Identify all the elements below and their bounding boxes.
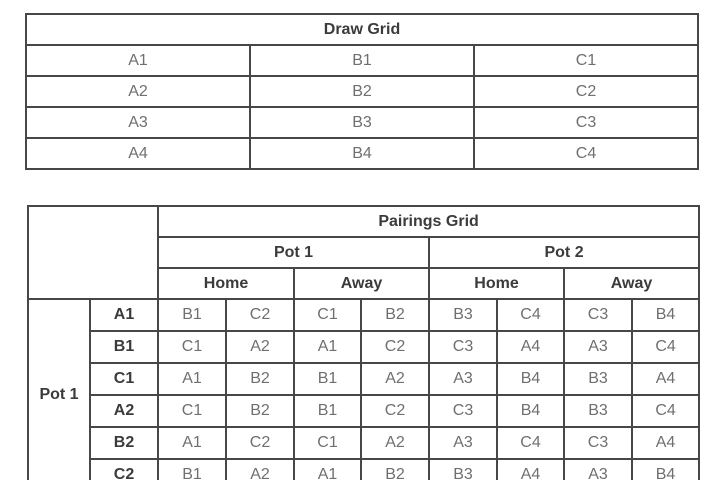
pairings-row-a1 [28, 299, 699, 331]
pairings-row-a2 [28, 395, 699, 427]
pairings-row-c1 [28, 363, 699, 395]
pairings-title-row [28, 206, 699, 237]
pot1-row-group-label: Pot 1 [28, 299, 90, 480]
draw-grid-cell-b2: B2 [250, 76, 474, 107]
pairings-cell: B4 [632, 459, 699, 480]
pot1-home-header: Home [158, 268, 294, 299]
pairings-grid-table [27, 205, 700, 480]
table-row [26, 107, 698, 138]
draw-grid-cell-b3: B3 [250, 107, 474, 138]
pairings-cell: C4 [632, 331, 699, 363]
pairings-cell: B1 [158, 299, 226, 331]
row-header-b2: B2 [90, 427, 158, 459]
pairings-cell: B3 [564, 395, 632, 427]
pairings-cell: A1 [158, 363, 226, 395]
pairings-cell: B3 [564, 363, 632, 395]
table-row [26, 45, 698, 76]
draw-grid-title-row [26, 14, 698, 45]
pairings-row-b1 [28, 331, 699, 363]
pairings-cell: C3 [564, 299, 632, 331]
pairings-grid-title: Pairings Grid [158, 206, 699, 237]
draw-grid-cell-c1: C1 [474, 45, 698, 76]
pot2-column-header: Pot 2 [429, 237, 699, 268]
pairings-row-c2 [28, 459, 699, 480]
draw-grid-cell-a2: A2 [26, 76, 250, 107]
pairings-cell: C1 [294, 427, 361, 459]
pairings-cell: A3 [564, 331, 632, 363]
table-row [26, 76, 698, 107]
draw-grid-cell-b4: B4 [250, 138, 474, 169]
pairings-cell: C2 [226, 299, 294, 331]
pairings-cell: A3 [429, 363, 497, 395]
pairings-cell: A1 [158, 427, 226, 459]
draw-grid-cell-a1: A1 [26, 45, 250, 76]
page [0, 13, 720, 480]
draw-grid-cell-c3: C3 [474, 107, 698, 138]
pairings-cell: C3 [429, 331, 497, 363]
pairings-cell: A2 [361, 427, 429, 459]
draw-grid-cell-c2: C2 [474, 76, 698, 107]
pairings-cell: B2 [361, 459, 429, 480]
pairings-cell: A3 [429, 427, 497, 459]
pairings-cell: A1 [294, 331, 361, 363]
row-header-a1: A1 [90, 299, 158, 331]
pairings-cell: C2 [361, 395, 429, 427]
pairings-cell: B1 [294, 363, 361, 395]
pairings-cell: C2 [361, 331, 429, 363]
pairings-cell: B3 [429, 299, 497, 331]
pairings-cell: C1 [294, 299, 361, 331]
pairings-cell: C4 [497, 427, 564, 459]
draw-grid-cell-a3: A3 [26, 107, 250, 138]
pairings-cell: A4 [632, 427, 699, 459]
pairings-cell: B4 [632, 299, 699, 331]
pot2-away-header: Away [564, 268, 699, 299]
pairings-cell: A4 [632, 363, 699, 395]
row-header-c1: C1 [90, 363, 158, 395]
pairings-cell: B4 [497, 395, 564, 427]
pairings-cell: A1 [294, 459, 361, 480]
draw-grid-cell-a4: A4 [26, 138, 250, 169]
pairings-cell: A2 [361, 363, 429, 395]
pot2-home-header: Home [429, 268, 564, 299]
pairings-cell: A2 [226, 459, 294, 480]
draw-grid-table [25, 13, 699, 170]
pairings-cell: B3 [429, 459, 497, 480]
draw-grid-title: Draw Grid [26, 14, 698, 45]
pairings-cell: A3 [564, 459, 632, 480]
pairings-cell: B2 [226, 395, 294, 427]
pot1-away-header: Away [294, 268, 429, 299]
pairings-cell: A2 [226, 331, 294, 363]
pairings-cell: B2 [361, 299, 429, 331]
draw-grid-cell-c4: C4 [474, 138, 698, 169]
pairings-cell: C3 [429, 395, 497, 427]
pairings-cell: C1 [158, 395, 226, 427]
draw-grid-cell-b1: B1 [250, 45, 474, 76]
pairings-cell: C4 [632, 395, 699, 427]
pairings-cell: C4 [497, 299, 564, 331]
pairings-row-b2 [28, 427, 699, 459]
pairings-cell: B4 [497, 363, 564, 395]
pot1-column-header: Pot 1 [158, 237, 429, 268]
pairings-cell: A4 [497, 459, 564, 480]
table-row [26, 138, 698, 169]
pairings-cell: B1 [158, 459, 226, 480]
row-header-b1: B1 [90, 331, 158, 363]
pairings-cell: C3 [564, 427, 632, 459]
pairings-cell: C2 [226, 427, 294, 459]
row-header-c2: C2 [90, 459, 158, 480]
pairings-cell: B2 [226, 363, 294, 395]
pairings-cell: C1 [158, 331, 226, 363]
pairings-corner-empty-cell [28, 206, 158, 299]
pairings-cell: B1 [294, 395, 361, 427]
row-header-a2: A2 [90, 395, 158, 427]
pairings-cell: A4 [497, 331, 564, 363]
